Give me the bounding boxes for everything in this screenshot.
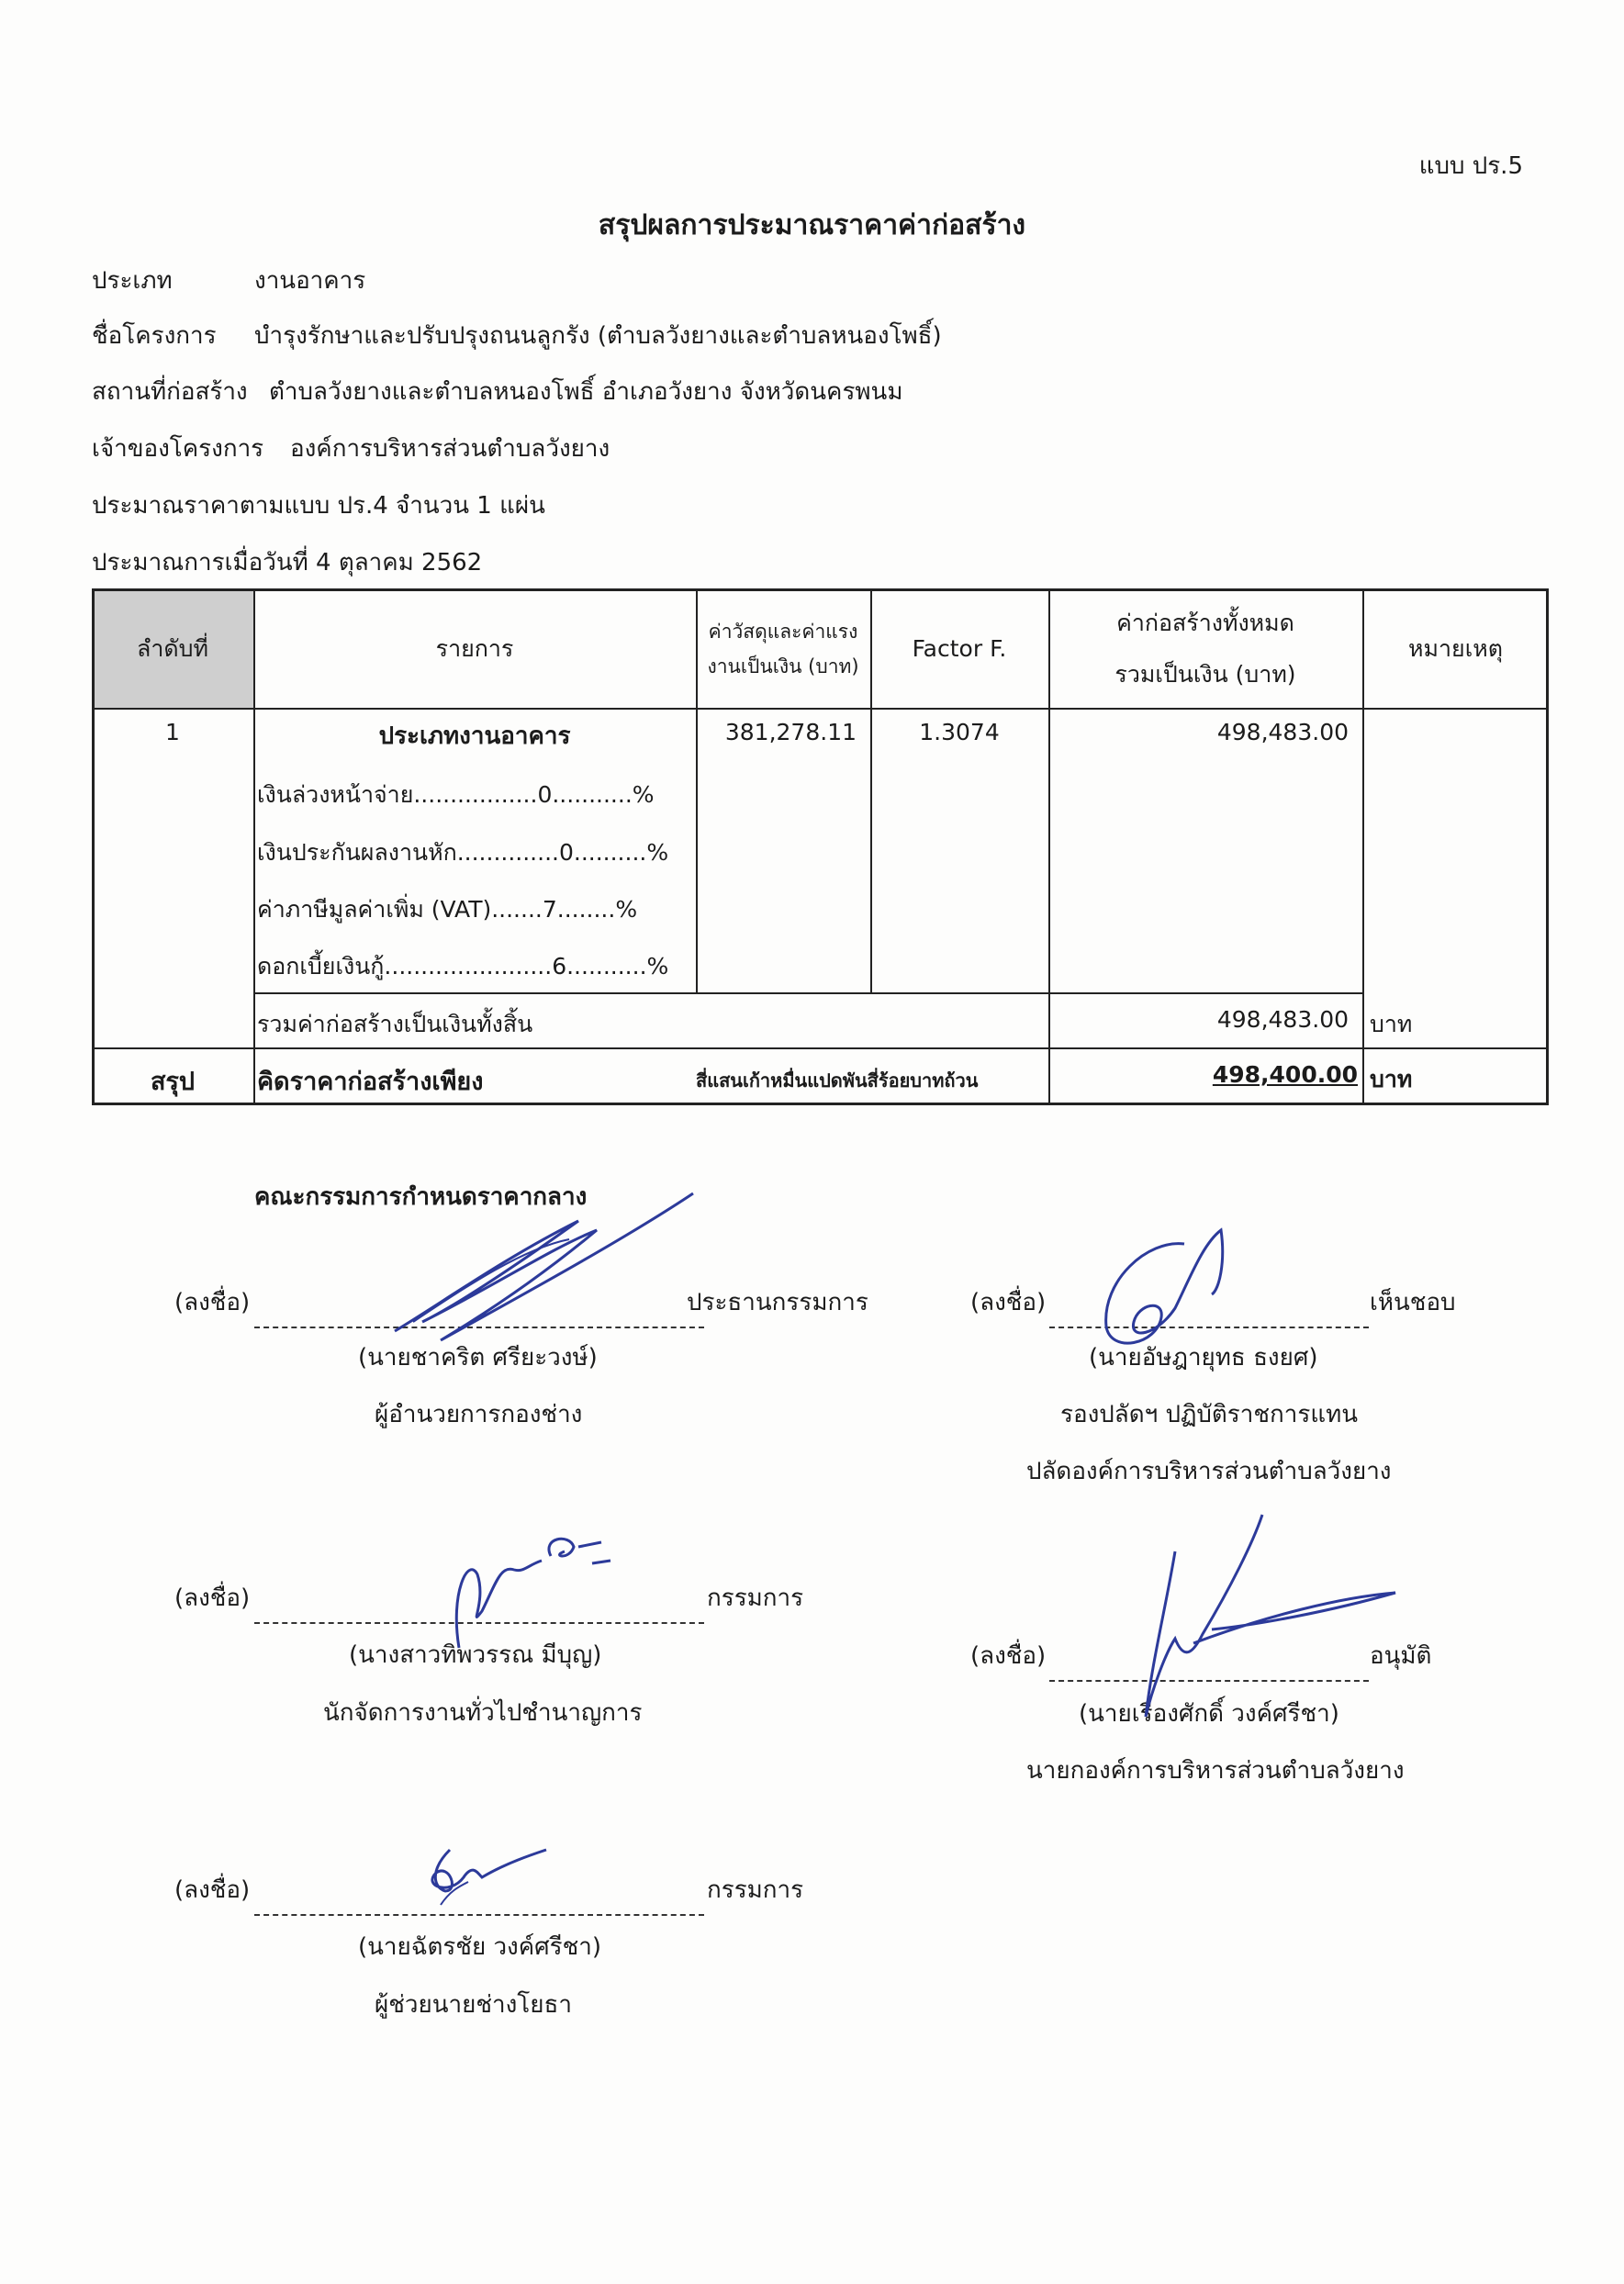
form-code: แบบ ปร.5: [1418, 152, 1523, 180]
header-total-line1: ค่าก่อสร้างทั้งหมด: [1116, 609, 1294, 636]
owner-label: เจ้าของโครงการ: [92, 435, 264, 463]
summary-text: คิดราคาก่อสร้างเพียง: [257, 1068, 484, 1096]
header-remark: [1362, 588, 1549, 709]
sum-unit: บาท: [1370, 1011, 1413, 1037]
member1-sign-prefix: (ลงชื่อ): [174, 1289, 251, 1316]
approver2-role: อนุมัติ: [1370, 1642, 1432, 1670]
condition-vat: ค่าภาษีมูลค่าเพิ่ม (VAT).......7........%: [257, 896, 638, 923]
row-item-title: ประเภทงานอาคาร: [378, 722, 571, 750]
type-value: งานอาคาร: [254, 267, 366, 295]
row-total: 498,483.00: [1216, 719, 1349, 745]
condition-guarantee: เงินประกันผลงานหัก..............0..........%: [257, 839, 669, 866]
member3-signature: [395, 1836, 578, 1928]
approver1-sign-prefix: (ลงชื่อ): [970, 1289, 1047, 1316]
summary-unit: บาท: [1370, 1066, 1413, 1092]
member2-signature: [441, 1519, 624, 1657]
table-sum-divider: [253, 992, 1362, 994]
estimate-sheets: ประมาณราคาตามแบบ ปร.4 จำนวน 1 แผ่น: [92, 492, 545, 520]
member2-role: กรรมการ: [707, 1584, 804, 1612]
header-factor: [870, 588, 1048, 709]
member1-name: (นายชาคริต ศรียะวงษ์): [358, 1344, 598, 1372]
approver2-signature: [1102, 1506, 1414, 1726]
document-title: สรุปผลการประมาณราคาค่าก่อสร้าง: [598, 209, 1026, 241]
table-col3-line: [870, 588, 872, 993]
project-value: บำรุงรักษาและปรับปรุงถนนลูกรัง (ตำบลวังยางและตำบลหนองโพธิ์): [254, 322, 942, 350]
member1-signature: [386, 1184, 698, 1359]
header-seq: [92, 588, 253, 709]
site-value: ตำบลวังยางและตำบลหนองโพธิ์ อำเภอวังยาง จังหวัดนครพนม: [269, 378, 903, 406]
header-remark-label: หมายเหตุ: [1408, 634, 1503, 662]
condition-advance: เงินล่วงหน้าจ่าย.................0...........%: [257, 781, 655, 808]
approver1-name: (นายอัษฎายุทธ ธงยศ): [1089, 1344, 1318, 1372]
table-col5-line: [1362, 588, 1364, 1105]
table-border-bottom: [92, 1103, 1549, 1105]
header-material-line2: งานเป็นเงิน (บาท): [707, 655, 859, 677]
header-total: [1048, 588, 1362, 709]
member2-name: (นางสาวทิพวรรณ มีบุญ): [349, 1641, 602, 1669]
header-item: [253, 588, 696, 709]
approver1-role: เห็นชอบ: [1370, 1289, 1456, 1316]
table-border-right: [1546, 588, 1549, 1105]
approver1-position1: รองปลัดฯ ปฏิบัติราชการแทน: [1060, 1401, 1358, 1428]
header-factor-label: Factor F.: [912, 635, 1007, 662]
summary-value: 498,400.00: [1212, 1061, 1358, 1088]
summary-words: สี่แสนเก้าหมื่นแปดพันสี่ร้อยบาทถ้วน: [696, 1069, 979, 1092]
member1-role: ประธานกรรมการ: [687, 1289, 868, 1316]
table-border-left: [92, 588, 95, 1105]
row-material-cost: 381,278.11: [724, 719, 857, 745]
member3-role: กรรมการ: [707, 1876, 804, 1904]
member1-position: ผู้อำนวยการกองช่าง: [375, 1401, 583, 1428]
table-summary-divider: [92, 1047, 1549, 1049]
cost-summary-table: [92, 588, 1549, 1105]
member3-position: ผู้ช่วยนายช่างโยธา: [375, 1991, 572, 2019]
estimate-date: ประมาณการเมื่อวันที่ 4 ตุลาคม 2562: [92, 549, 483, 577]
member3-name: (นายฉัตรชัย วงค์ศรีชา): [358, 1933, 602, 1961]
approver1-position2: ปลัดองค์การบริหารส่วนตำบลวังยาง: [1026, 1458, 1392, 1485]
header-material-line1: ค่าวัสดุและค่าแรง: [708, 620, 858, 643]
committee-heading: คณะกรรมการกำหนดราคากลาง: [254, 1183, 588, 1211]
approver2-name: (นายเรืองศักดิ์ วงค์ศรีชา): [1079, 1700, 1339, 1728]
summary-label: สรุป: [150, 1068, 196, 1096]
sum-label: รวมค่าก่อสร้างเป็นเงินทั้งสิ้น: [257, 1011, 533, 1037]
header-material: [696, 588, 870, 709]
table-header-divider: [92, 708, 1549, 710]
header-total-line2: รวมเป็นเงิน (บาท): [1114, 660, 1296, 688]
header-item-label: รายการ: [435, 634, 514, 662]
approver2-sign-prefix: (ลงชื่อ): [970, 1642, 1047, 1670]
row-seq: 1: [165, 719, 180, 745]
row-factor: 1.3074: [919, 719, 1000, 745]
site-label: สถานที่ก่อสร้าง: [92, 378, 248, 406]
owner-value: องค์การบริหารส่วนตำบลวังยาง: [290, 435, 610, 463]
type-label: ประเภท: [92, 267, 173, 295]
header-seq-label: ลำดับที่: [137, 634, 208, 662]
approver1-signature: [1074, 1226, 1258, 1372]
project-label: ชื่อโครงการ: [92, 322, 217, 350]
table-col1-line: [253, 588, 255, 1105]
sum-value: 498,483.00: [1216, 1006, 1349, 1033]
member2-position: นักจัดการงานทั่วไปชำนาญการ: [323, 1699, 643, 1727]
approver2-position: นายกองค์การบริหารส่วนตำบลวังยาง: [1026, 1757, 1405, 1785]
table-border-top: [92, 588, 1549, 591]
condition-interest: ดอกเบี้ยเงินกู้.......................6...........%: [257, 953, 669, 980]
member2-sign-prefix: (ลงชื่อ): [174, 1584, 251, 1612]
table-col2-line: [696, 588, 698, 993]
member3-sign-prefix: (ลงชื่อ): [174, 1876, 251, 1904]
table-col4-line: [1048, 588, 1050, 1105]
